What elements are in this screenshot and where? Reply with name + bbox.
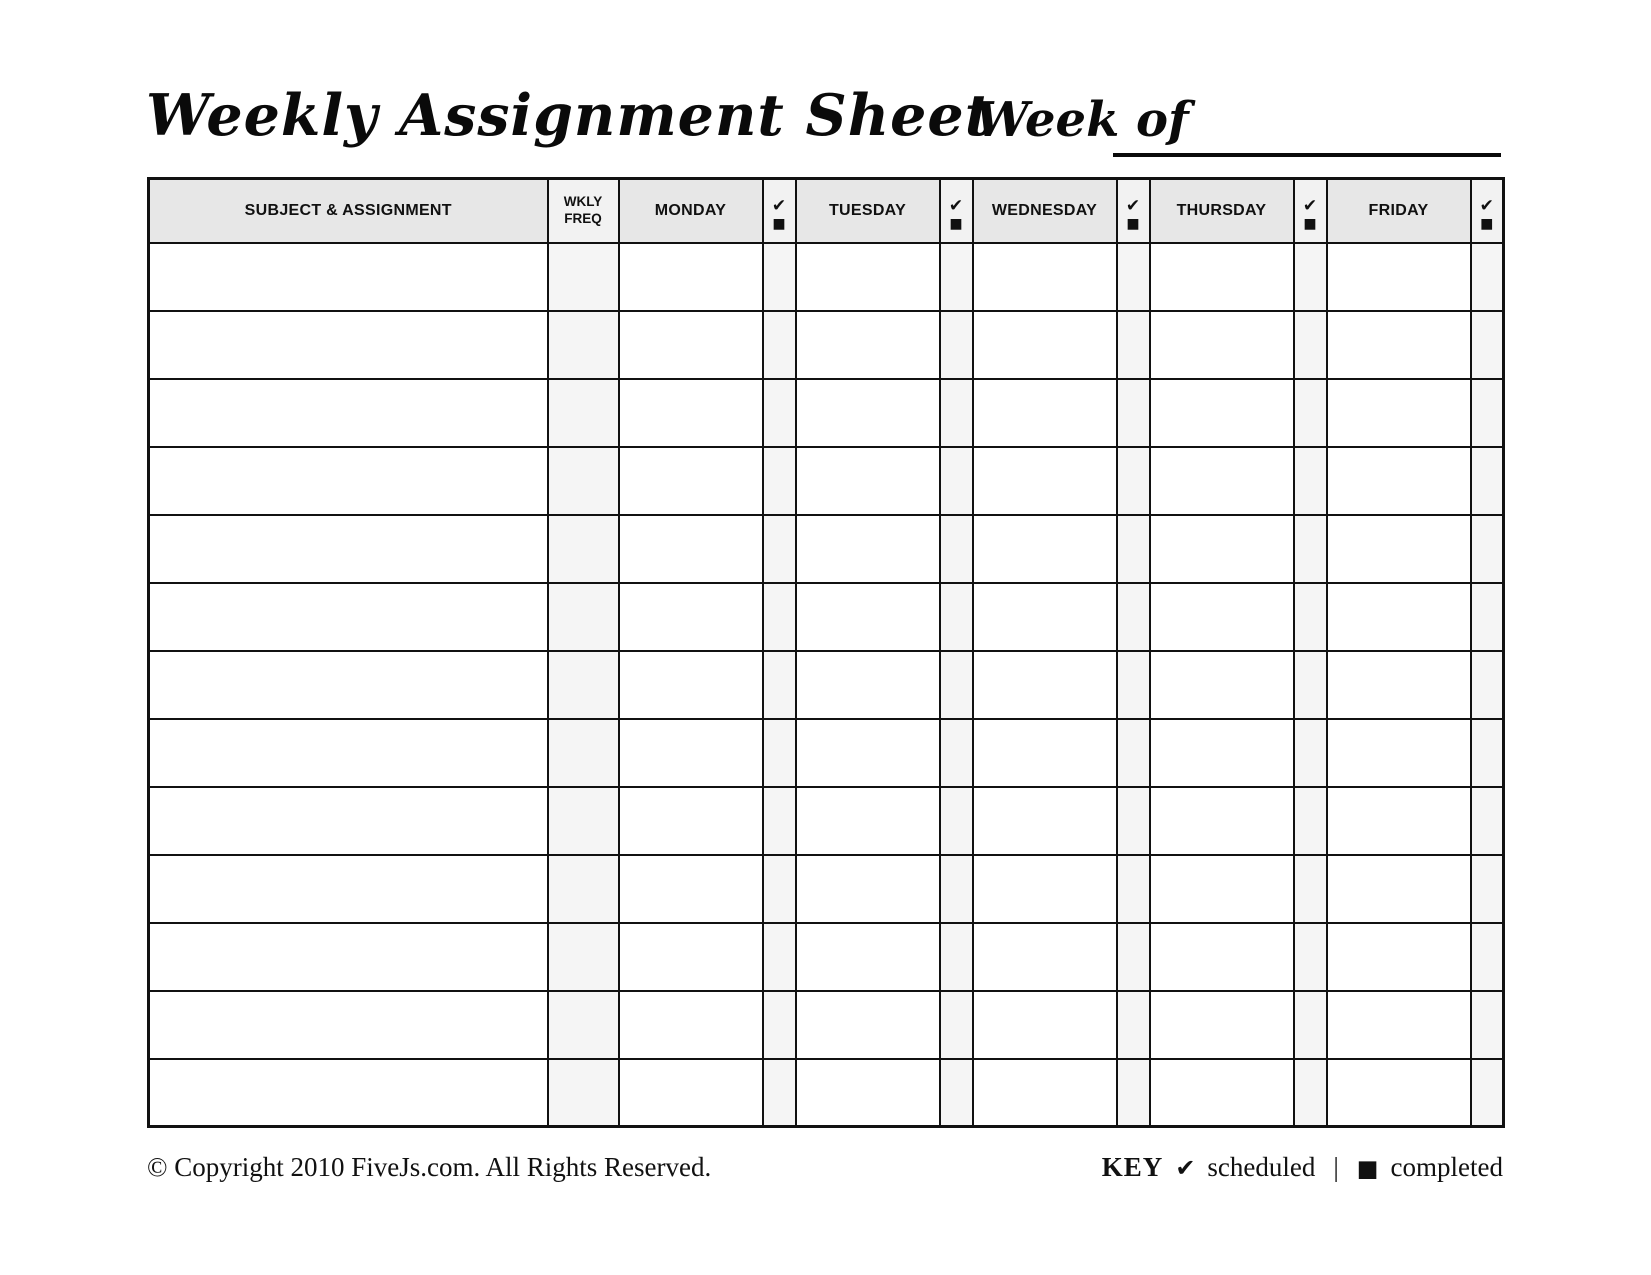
check-cell	[1294, 515, 1327, 583]
check-cell	[1471, 583, 1504, 651]
check-cell	[763, 379, 796, 447]
day-cell	[1327, 787, 1471, 855]
day-cell	[973, 583, 1117, 651]
day-cell	[973, 923, 1117, 991]
table-row	[149, 379, 1504, 447]
day-cell	[1150, 515, 1294, 583]
day-cell	[973, 719, 1117, 787]
freq-cell	[548, 1059, 619, 1127]
day-cell	[1150, 243, 1294, 311]
check-cell	[1117, 923, 1150, 991]
check-cell	[1471, 719, 1504, 787]
day-cell	[619, 447, 763, 515]
check-cell	[940, 991, 973, 1059]
day-cell	[796, 991, 940, 1059]
subject-cell	[149, 379, 548, 447]
subject-cell	[149, 1059, 548, 1127]
day-cell	[973, 991, 1117, 1059]
day-cell	[1327, 243, 1471, 311]
freq-cell	[548, 991, 619, 1059]
day-cell	[973, 515, 1117, 583]
check-cell	[1294, 991, 1327, 1059]
completed-square-icon: ■	[772, 216, 786, 233]
check-cell	[763, 515, 796, 583]
scheduled-check-icon: ✔	[1302, 196, 1318, 217]
wednesday-header: WEDNESDAY	[973, 179, 1117, 243]
day-cell	[1150, 1059, 1294, 1127]
table-row	[149, 651, 1504, 719]
week-of-label: Week of	[975, 92, 1189, 148]
check-cell	[1117, 1059, 1150, 1127]
day-cell	[1327, 447, 1471, 515]
day-cell	[1150, 447, 1294, 515]
check-cell	[1294, 379, 1327, 447]
subject-cell	[149, 243, 548, 311]
completed-square-icon: ■	[1480, 216, 1494, 233]
check-cell	[940, 651, 973, 719]
assignment-table-body	[149, 243, 1504, 1127]
scheduled-check-icon: ✔	[1479, 196, 1494, 217]
scheduled-check-icon: ✔	[771, 196, 787, 217]
day-cell	[619, 991, 763, 1059]
subject-cell	[149, 651, 548, 719]
check-cell	[1471, 447, 1504, 515]
key-scheduled-label: scheduled	[1207, 1152, 1316, 1182]
thursday-header: THURSDAY	[1150, 179, 1294, 243]
week-of-blank-line	[1113, 153, 1501, 157]
check-cell	[940, 787, 973, 855]
day-cell	[796, 855, 940, 923]
day-cell	[973, 447, 1117, 515]
completed-square-icon: ■	[1356, 1156, 1379, 1182]
check-cell	[940, 243, 973, 311]
day-cell	[619, 311, 763, 379]
day-cell	[619, 787, 763, 855]
day-cell	[1327, 311, 1471, 379]
day-cell	[619, 855, 763, 923]
day-cell	[1327, 515, 1471, 583]
check-cell	[1117, 311, 1150, 379]
completed-square-icon: ■	[949, 216, 963, 233]
day-cell	[619, 243, 763, 311]
check-cell	[1117, 447, 1150, 515]
day-cell	[1327, 583, 1471, 651]
table-row	[149, 243, 1504, 311]
legend-key	[1102, 1152, 1503, 1183]
check-cell	[1117, 719, 1150, 787]
day-cell	[796, 311, 940, 379]
check-cell	[1471, 1059, 1504, 1127]
subject-cell	[149, 515, 548, 583]
table-row	[149, 787, 1504, 855]
check-cell	[940, 447, 973, 515]
check-cell	[940, 855, 973, 923]
check-cell	[763, 719, 796, 787]
check-cell	[1294, 311, 1327, 379]
check-cell	[1294, 243, 1327, 311]
check-cell	[1117, 787, 1150, 855]
check-cell	[1471, 991, 1504, 1059]
check-cell	[1471, 243, 1504, 311]
day-cell	[1150, 855, 1294, 923]
monday-check-header	[763, 179, 796, 243]
check-cell	[763, 855, 796, 923]
freq-cell	[548, 719, 619, 787]
copyright-text: © Copyright 2010 FiveJs.com. All Rights Reserved.	[147, 1152, 712, 1182]
day-cell	[1327, 719, 1471, 787]
table-row	[149, 1059, 1504, 1127]
tuesday-header: TUESDAY	[796, 179, 940, 243]
day-cell	[1150, 583, 1294, 651]
page-title: Weekly Assignment Sheet	[146, 82, 993, 149]
check-cell	[763, 583, 796, 651]
day-cell	[1150, 651, 1294, 719]
freq-header-line1: WKLY	[563, 193, 603, 209]
freq-cell	[548, 447, 619, 515]
check-cell	[1117, 583, 1150, 651]
check-cell	[1471, 651, 1504, 719]
tuesday-check-header	[940, 179, 973, 243]
check-cell	[940, 583, 973, 651]
monday-header: MONDAY	[619, 179, 763, 243]
subject-cell	[149, 447, 548, 515]
subject-cell	[149, 991, 548, 1059]
day-cell	[973, 379, 1117, 447]
check-cell	[1294, 1059, 1327, 1127]
header-row	[149, 179, 1504, 243]
check-cell	[763, 447, 796, 515]
day-cell	[619, 515, 763, 583]
check-cell	[1294, 855, 1327, 923]
table-row	[149, 923, 1504, 991]
freq-cell	[548, 311, 619, 379]
freq-cell	[548, 651, 619, 719]
subject-cell	[149, 719, 548, 787]
check-stack	[1118, 190, 1149, 231]
subject-assignment-header: SUBJECT & ASSIGNMENT	[149, 179, 548, 243]
day-cell	[796, 1059, 940, 1127]
check-cell	[1294, 923, 1327, 991]
day-cell	[796, 447, 940, 515]
scheduled-check-icon: ✔	[1125, 196, 1141, 217]
day-cell	[973, 651, 1117, 719]
check-cell	[1117, 991, 1150, 1059]
freq-cell	[548, 923, 619, 991]
check-cell	[763, 991, 796, 1059]
freq-cell	[548, 515, 619, 583]
scheduled-check-icon: ✔	[948, 196, 964, 217]
subject-cell	[149, 923, 548, 991]
day-cell	[1150, 787, 1294, 855]
check-cell	[940, 923, 973, 991]
subject-cell	[149, 583, 548, 651]
day-cell	[796, 719, 940, 787]
completed-square-icon: ■	[1303, 216, 1317, 233]
subject-cell	[149, 855, 548, 923]
check-stack	[941, 190, 972, 231]
completed-square-icon: ■	[1126, 216, 1140, 233]
day-cell	[1150, 379, 1294, 447]
check-cell	[1117, 515, 1150, 583]
check-cell	[763, 243, 796, 311]
check-cell	[1117, 855, 1150, 923]
day-cell	[796, 379, 940, 447]
day-cell	[1327, 1059, 1471, 1127]
key-label: KEY	[1101, 1152, 1164, 1182]
day-cell	[619, 719, 763, 787]
table-row	[149, 447, 1504, 515]
check-cell	[763, 651, 796, 719]
key-separator: |	[1333, 1152, 1339, 1182]
day-cell	[796, 651, 940, 719]
check-cell	[1117, 651, 1150, 719]
table-row	[149, 515, 1504, 583]
day-cell	[1150, 923, 1294, 991]
check-stack	[1295, 190, 1326, 231]
day-cell	[973, 787, 1117, 855]
day-cell	[973, 855, 1117, 923]
check-cell	[763, 923, 796, 991]
day-cell	[796, 243, 940, 311]
check-cell	[1294, 719, 1327, 787]
wednesday-check-header	[1117, 179, 1150, 243]
day-cell	[796, 583, 940, 651]
friday-check-header	[1471, 179, 1504, 243]
assignment-table	[147, 177, 1505, 1128]
check-cell	[1471, 379, 1504, 447]
freq-cell	[548, 583, 619, 651]
freq-header-line2: FREQ	[564, 210, 602, 226]
check-cell	[1471, 515, 1504, 583]
check-cell	[1294, 447, 1327, 515]
check-cell	[763, 1059, 796, 1127]
day-cell	[1327, 651, 1471, 719]
table-row	[149, 855, 1504, 923]
day-cell	[1327, 923, 1471, 991]
check-stack	[764, 190, 795, 231]
table-row	[149, 583, 1504, 651]
freq-cell	[548, 787, 619, 855]
check-cell	[1117, 243, 1150, 311]
weekly-frequency-header	[548, 179, 619, 243]
friday-header: FRIDAY	[1327, 179, 1471, 243]
check-stack	[1472, 190, 1503, 231]
day-cell	[973, 1059, 1117, 1127]
check-cell	[940, 1059, 973, 1127]
check-cell	[1471, 311, 1504, 379]
day-cell	[1327, 991, 1471, 1059]
table-row	[149, 991, 1504, 1059]
check-cell	[940, 379, 973, 447]
subject-cell	[149, 787, 548, 855]
check-cell	[763, 787, 796, 855]
day-cell	[619, 583, 763, 651]
day-cell	[1150, 719, 1294, 787]
day-cell	[973, 243, 1117, 311]
check-cell	[763, 311, 796, 379]
thursday-check-header	[1294, 179, 1327, 243]
day-cell	[1150, 311, 1294, 379]
table-row	[149, 311, 1504, 379]
day-cell	[796, 923, 940, 991]
key-completed-label: completed	[1390, 1152, 1503, 1182]
check-cell	[1471, 787, 1504, 855]
freq-cell	[548, 855, 619, 923]
day-cell	[619, 923, 763, 991]
day-cell	[619, 651, 763, 719]
freq-cell	[548, 243, 619, 311]
check-cell	[1471, 923, 1504, 991]
day-cell	[1327, 855, 1471, 923]
freq-cell	[548, 379, 619, 447]
check-cell	[1117, 379, 1150, 447]
check-cell	[940, 515, 973, 583]
table-row	[149, 719, 1504, 787]
check-cell	[1294, 583, 1327, 651]
day-cell	[1150, 991, 1294, 1059]
check-cell	[1294, 787, 1327, 855]
check-cell	[940, 311, 973, 379]
scheduled-check-icon: ✔	[1175, 1154, 1196, 1182]
day-cell	[1327, 379, 1471, 447]
day-cell	[796, 787, 940, 855]
check-cell	[1294, 651, 1327, 719]
day-cell	[619, 379, 763, 447]
subject-cell	[149, 311, 548, 379]
check-cell	[1471, 855, 1504, 923]
day-cell	[619, 1059, 763, 1127]
day-cell	[973, 311, 1117, 379]
day-cell	[796, 515, 940, 583]
check-cell	[940, 719, 973, 787]
